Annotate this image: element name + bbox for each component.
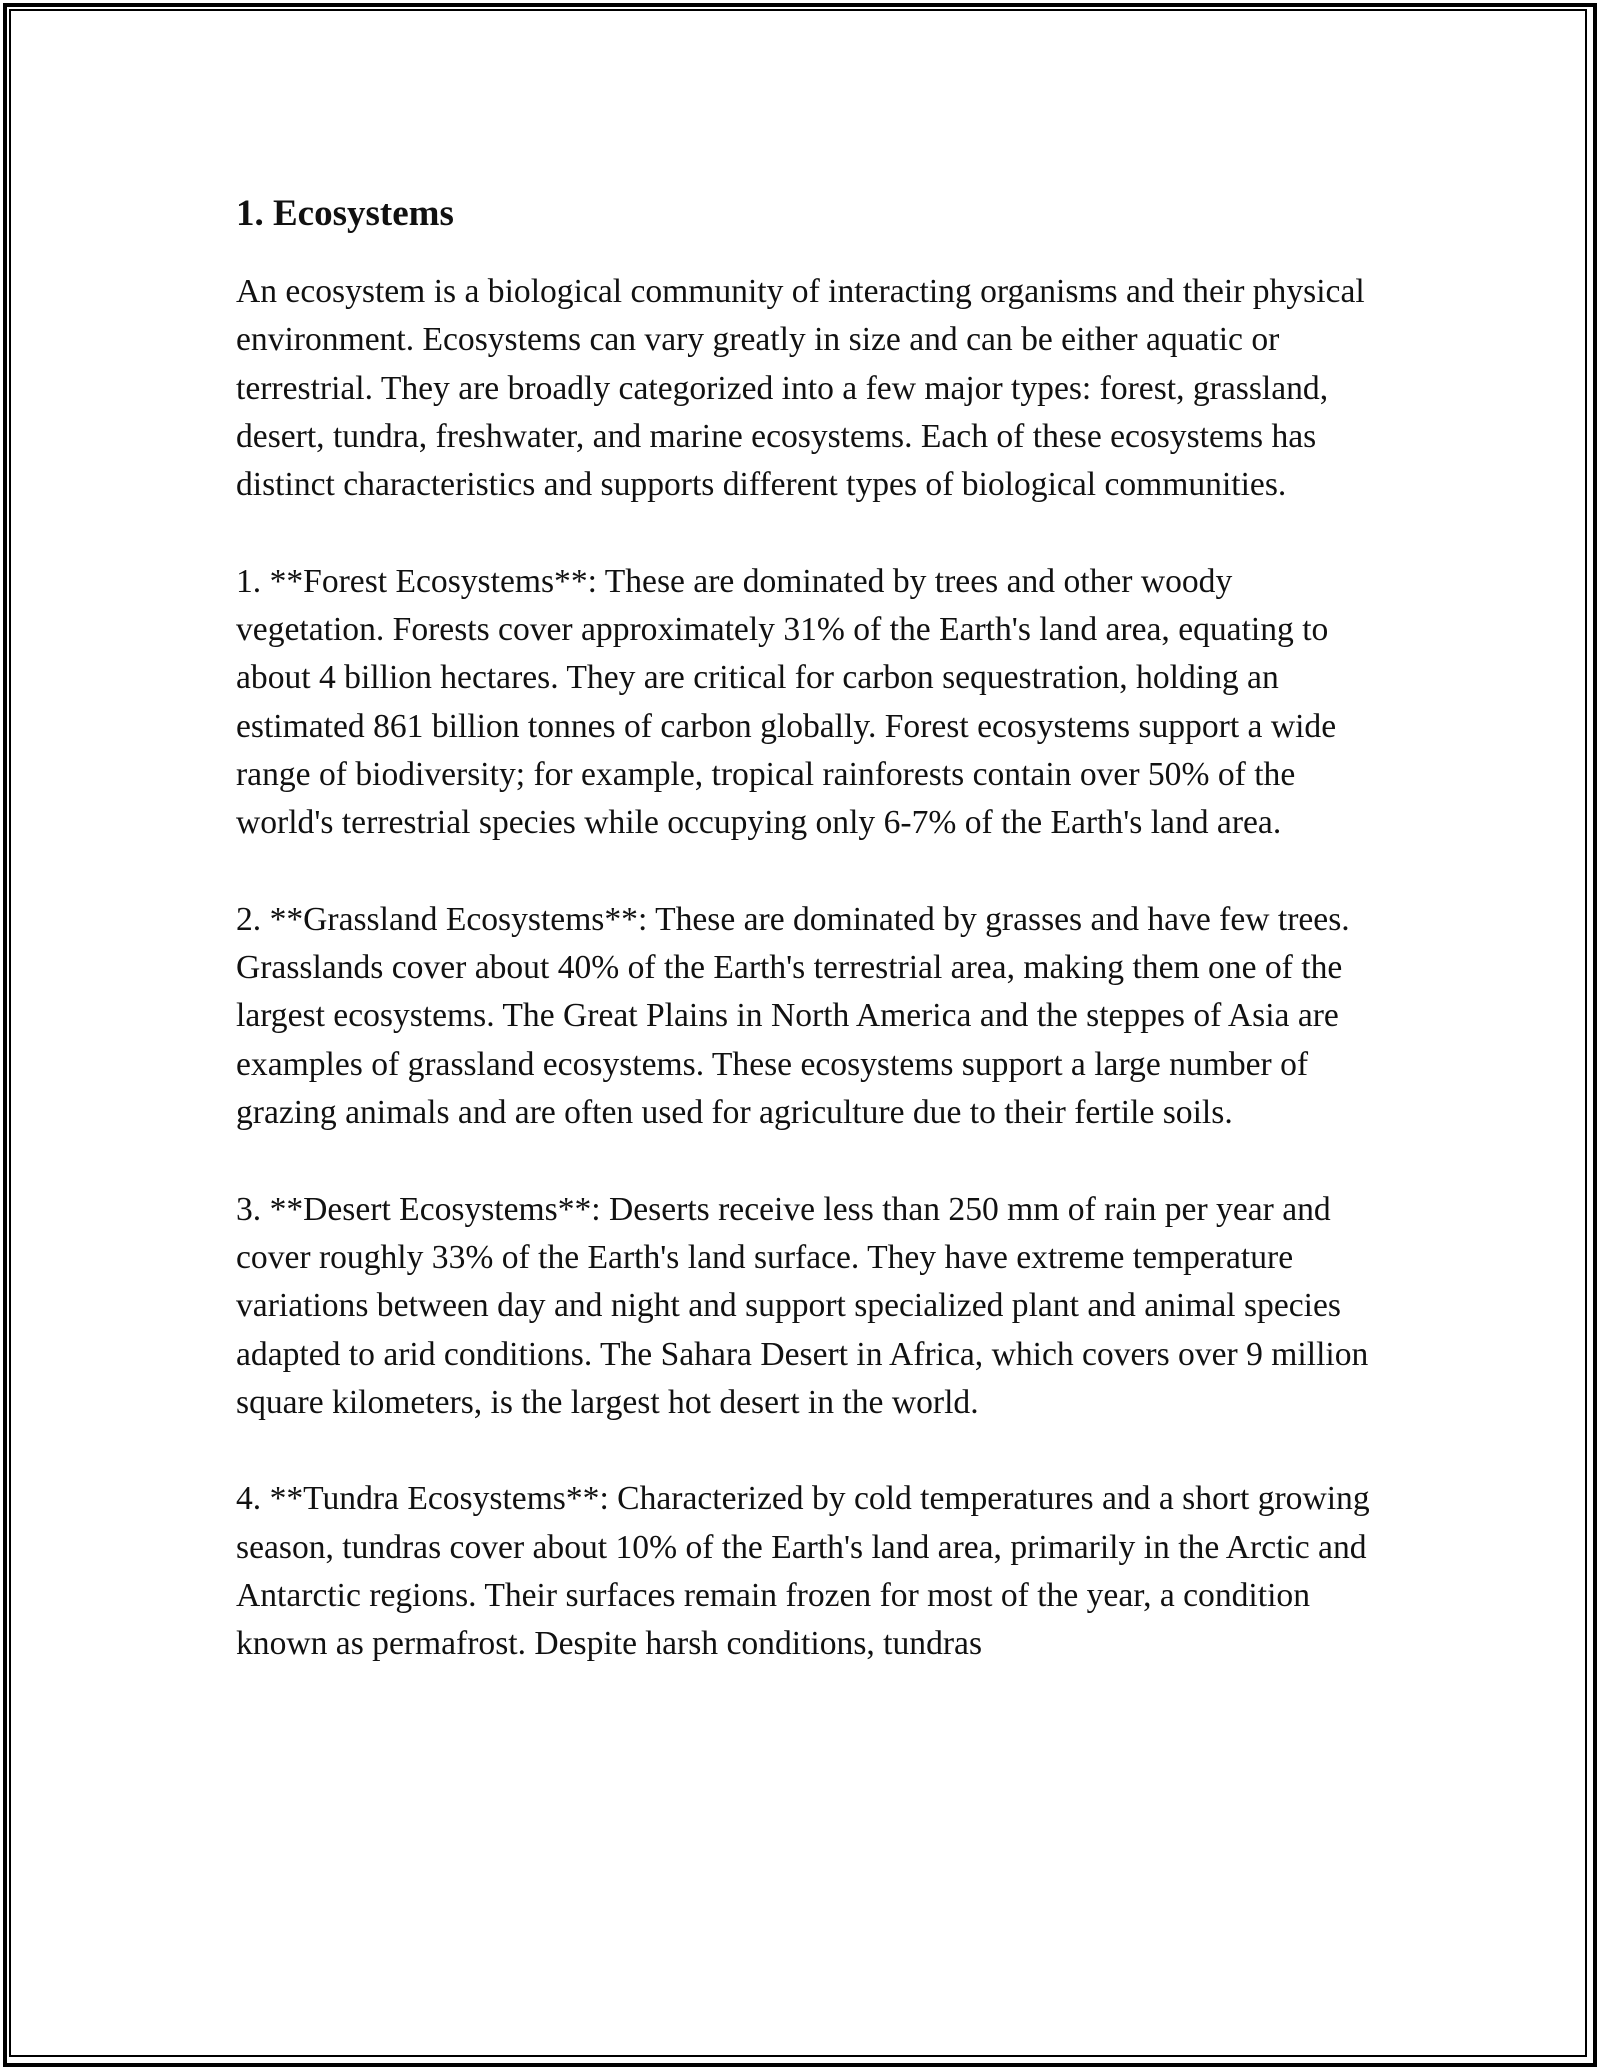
- grassland-paragraph: 2. **Grassland Ecosystems**: These are dominated by grasses and have few trees. Grasslands cover about 40% of the Earth's terrestrial area, making them one of the largest ecosystems. The Great Plains in North America and the steppes of Asia are examples of grassland ecosystems. These ecosystems support a large number of grazing animals and are often used for agriculture due to their fertile soils.: [236, 900, 1350, 1132]
- document-body: [236, 184, 1376, 1717]
- intro-paragraph: An ecosystem is a biological community of interacting organisms and their physical environment. Ecosystems can vary greatly in size and can be either aquatic or terrestrial. They are broadly categorized into a few major types: forest, grassland, desert, tundra, freshwater, and marine ecosystems. Each of these ecosystems has distinct characteristics and supports different types of biological communities.: [236, 273, 1365, 504]
- section-heading: 1. Ecosystems: [236, 193, 454, 234]
- forest-paragraph: 1. **Forest Ecosystems**: These are dominated by trees and other woody vegetation. Forests cover approximately 31% of the Earth's land area, equating to about 4 billion hectares. They are critical for carbon sequestration, holding an estimated 861 billion tonnes of carbon globally. Forest ecosystems support a wide range of biodiversity; for example, tropical rainforests contain over 50% of the world's terrestrial species while occupying only 6-7% of the Earth's land area.: [236, 562, 1337, 842]
- tundra-paragraph: 4. **Tundra Ecosystems**: Characterized by cold temperatures and a short growing season, tundras cover about 10% of the Earth's land area, primarily in the Arctic and Antarctic regions. Their surfaces remain frozen for most of the year, a condition known as permafrost. Despite harsh conditions, tundras: [236, 1480, 1370, 1663]
- desert-paragraph: 3. **Desert Ecosystems**: Deserts receive less than 250 mm of rain per year and cover roughly 33% of the Earth's land surface. They have extreme temperature variations between day and night and support specialized plant and animal species adapted to arid conditions. The Sahara Desert in Africa, which covers over 9 million square kilometers, is the largest hot desert in the world.: [236, 1190, 1369, 1421]
